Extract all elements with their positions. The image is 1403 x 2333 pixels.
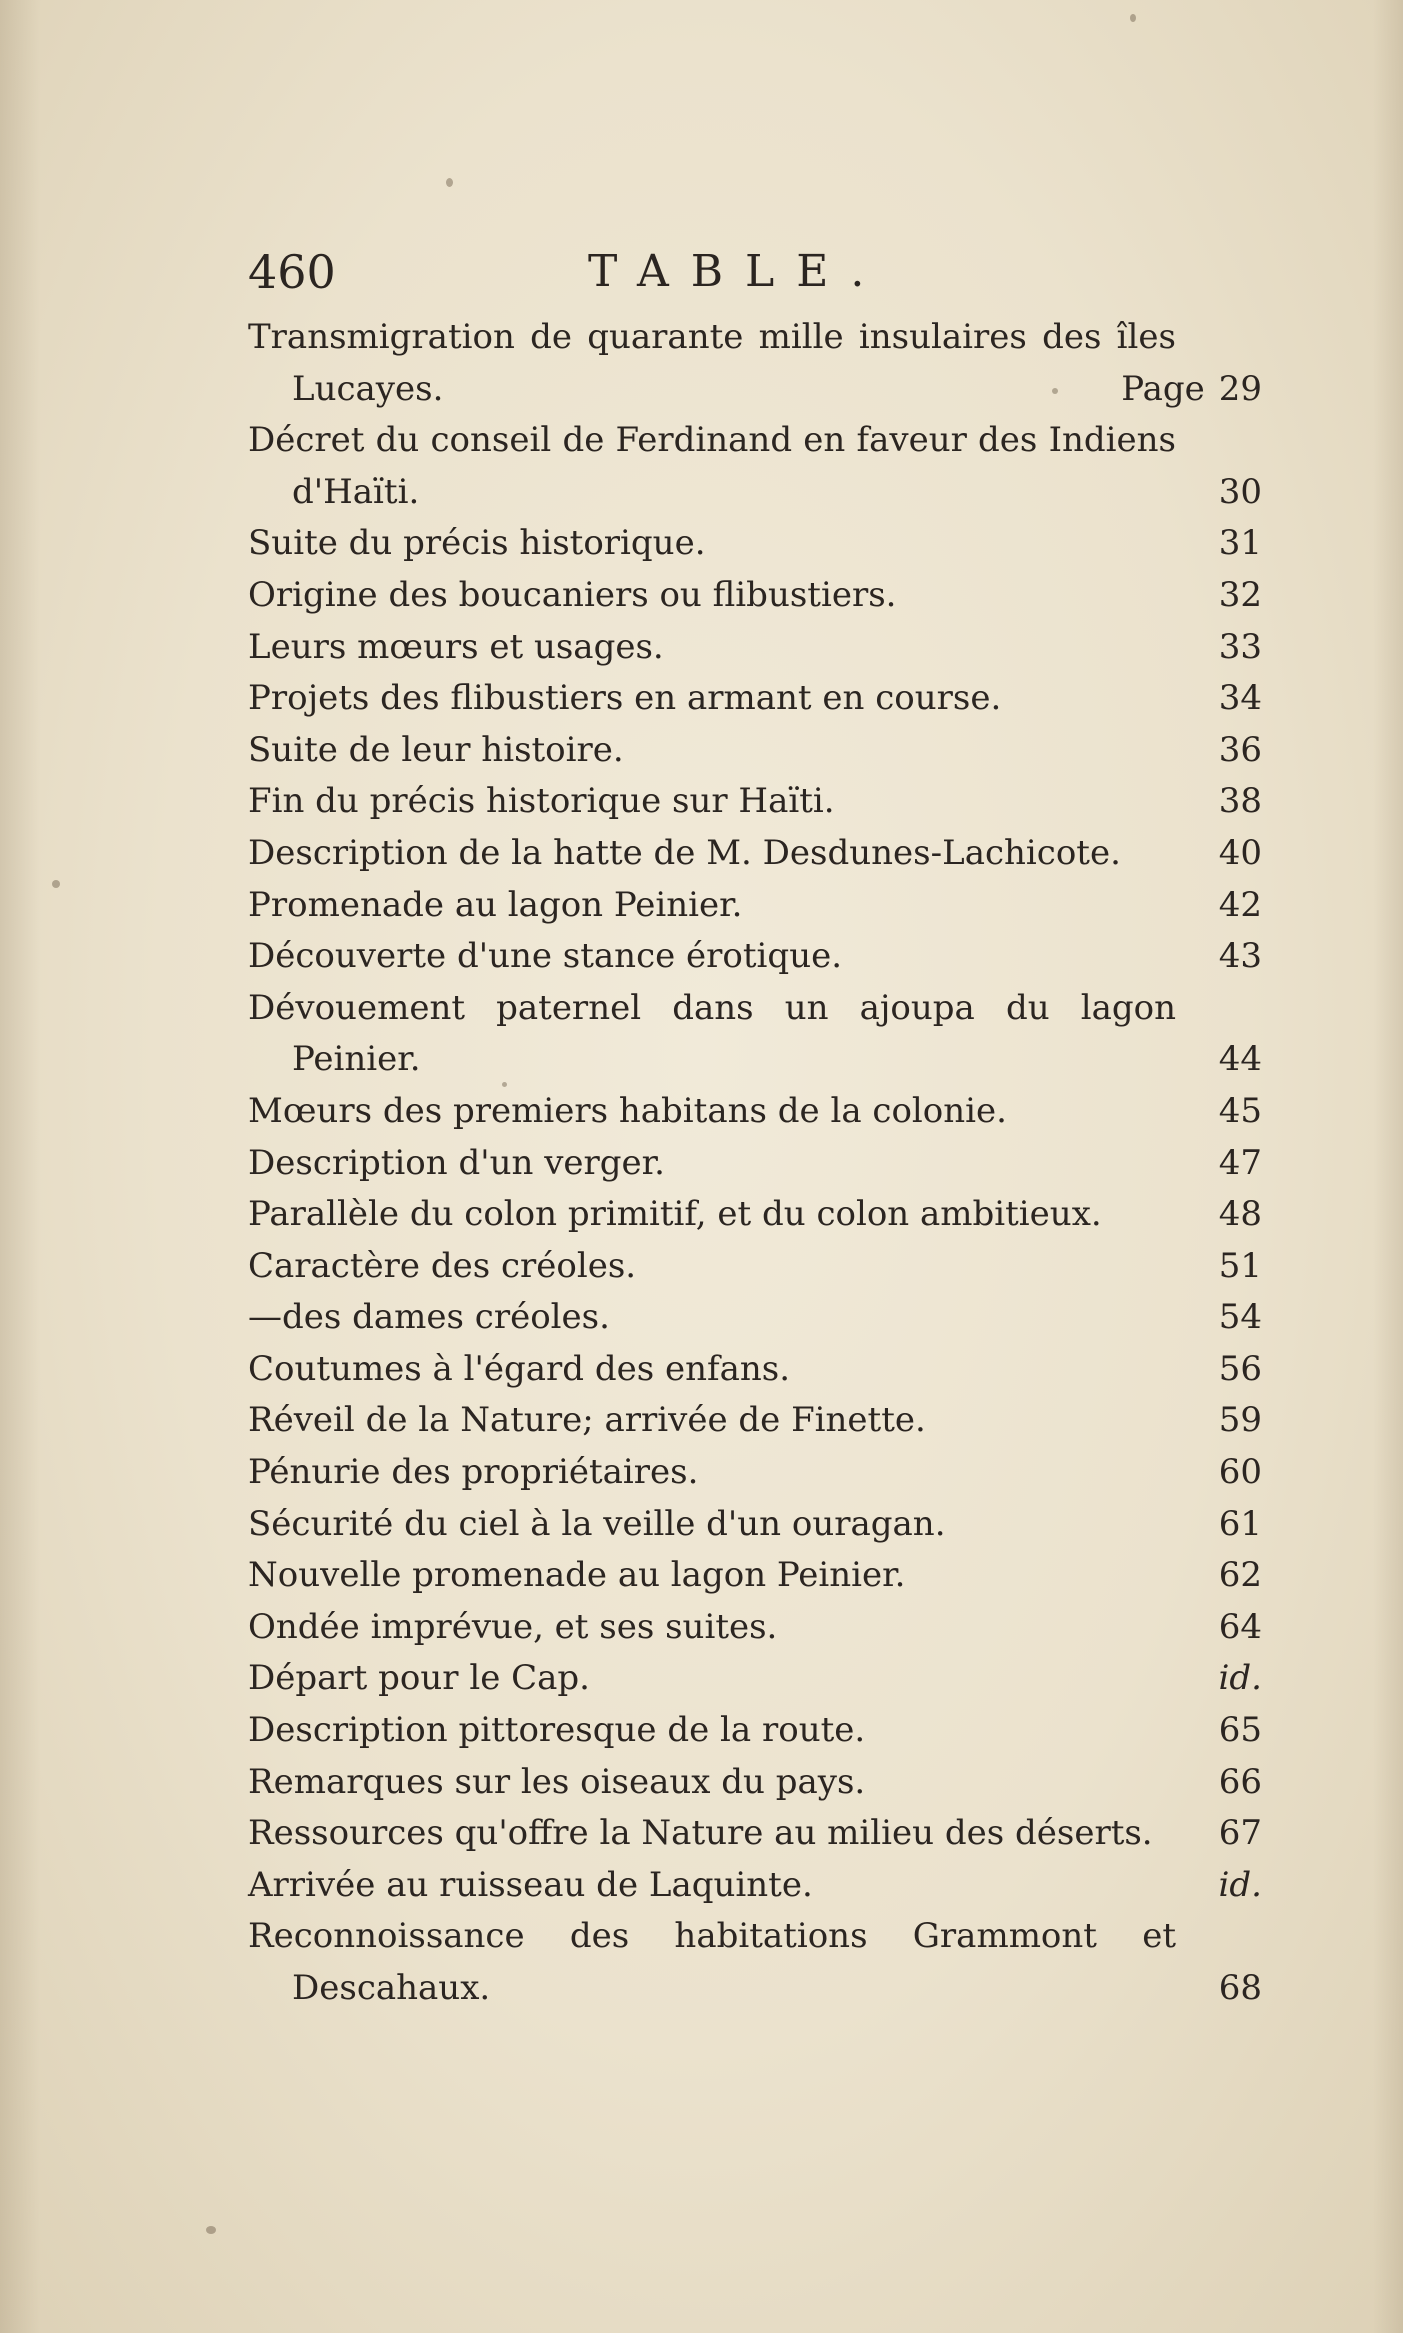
page-value: 29 [1218, 368, 1262, 409]
toc-entry [248, 622, 1262, 674]
toc-entry [248, 1550, 1262, 1602]
toc-entry [248, 828, 1262, 880]
page-value: 47 [1218, 1142, 1262, 1183]
entry-title: Dévouement paternel dans un ajoupa du lagon Peinier. [248, 987, 1176, 1080]
entry-title: Ondée imprévue, et ses suites. [248, 1606, 778, 1647]
page-value: 43 [1218, 936, 1262, 977]
page-value: 48 [1218, 1194, 1262, 1235]
entry-title: Suite de leur histoire. [248, 729, 624, 770]
entry-page-number [1182, 1447, 1262, 1499]
toc-entry [248, 1241, 1262, 1293]
page-value: 36 [1218, 729, 1262, 770]
paper-speck [446, 178, 453, 187]
entry-page-number [1182, 1395, 1262, 1447]
entry-title: Nouvelle promenade au lagon Peinier. [248, 1555, 906, 1596]
entry-page-number [1182, 1757, 1262, 1809]
toc-entry [248, 673, 1262, 725]
entry-title: Arrivée au ruisseau de Laquinte. [248, 1864, 813, 1905]
page-value: 42 [1218, 884, 1262, 925]
entry-title: Décret du conseil de Ferdinand en faveur des Indiens d'Haïti. [248, 420, 1176, 512]
entry-page-number [1182, 1499, 1262, 1551]
entry-page-number [1182, 725, 1262, 777]
entry-page-number [1182, 1808, 1262, 1860]
toc-entry [248, 1138, 1262, 1190]
paper-speck [502, 1082, 507, 1087]
toc-entry [248, 983, 1262, 1086]
entry-page-number [1182, 776, 1262, 828]
entry-page-number [1182, 828, 1262, 880]
toc-entry [248, 1292, 1262, 1344]
entry-page-number [1182, 673, 1262, 725]
page-value: 32 [1218, 574, 1262, 615]
entry-title: Parallèle du colon primitif, et du colon ambitieux. [248, 1194, 1102, 1235]
entry-title: —des dames créoles. [248, 1297, 610, 1338]
page-value: 33 [1218, 626, 1262, 667]
page-value: 54 [1218, 1297, 1262, 1338]
page-value: 30 [1218, 471, 1262, 512]
toc-entry [248, 1860, 1262, 1912]
page-value: 66 [1218, 1761, 1262, 1802]
entry-page-number [1182, 1602, 1262, 1654]
entry-title: Transmigration de quarante mille insulaires des îles Lucayes. [248, 317, 1176, 409]
entry-page-number [1182, 1653, 1262, 1705]
entry-title: Fin du précis historique sur Haïti. [248, 781, 835, 822]
entry-title: Leurs mœurs et usages. [248, 626, 664, 667]
toc-entry [248, 725, 1262, 777]
toc-entry [248, 1808, 1262, 1860]
entry-page-number [1182, 1241, 1262, 1293]
entry-page-number [1182, 1086, 1262, 1138]
page-value: id. [1218, 1864, 1262, 1905]
toc-entry [248, 415, 1262, 518]
page-value: 65 [1218, 1710, 1262, 1751]
toc-entry [248, 1344, 1262, 1396]
toc-entry [248, 1189, 1262, 1241]
toc-entry [248, 1757, 1262, 1809]
entry-page-number [1182, 1705, 1262, 1757]
page-value: 64 [1218, 1606, 1262, 1647]
entry-page-number [1182, 518, 1262, 570]
toc-entry [248, 312, 1262, 415]
toc-entry [248, 880, 1262, 932]
entry-title: Description de la hatte de M. Desdunes-Lachicote. [248, 832, 1121, 873]
toc-entry [248, 1499, 1262, 1551]
entry-page-number [1182, 622, 1262, 674]
entry-title: Découverte d'une stance érotique. [248, 936, 843, 977]
entry-page-number [1182, 880, 1262, 932]
entry-title: Départ pour le Cap. [248, 1658, 590, 1699]
entry-page-number [1182, 570, 1262, 622]
toc-entry [248, 776, 1262, 828]
toc-entry [248, 518, 1262, 570]
page-value: 68 [1218, 1968, 1262, 2008]
page-value: 38 [1218, 781, 1262, 822]
page-value: 40 [1218, 832, 1262, 873]
entry-page-number [1182, 1138, 1262, 1190]
page-value: 34 [1218, 678, 1262, 719]
entry-title: Suite du précis historique. [248, 523, 706, 564]
entry-title: Sécurité du ciel à la veille d'un ouragan. [248, 1503, 946, 1544]
page-value: 67 [1218, 1813, 1262, 1854]
page-header [248, 244, 1268, 300]
page-value: 61 [1218, 1503, 1262, 1544]
entry-title: Origine des boucaniers ou flibustiers. [248, 574, 897, 615]
page-value: 59 [1218, 1400, 1262, 1441]
entry-title: Reconnoissance des habitations Grammont et Descahaux. [248, 1916, 1176, 2008]
entry-page-number [1182, 1292, 1262, 1344]
toc-entry [248, 1705, 1262, 1757]
entry-page-number [1062, 364, 1262, 416]
entry-title: Coutumes à l'égard des enfans. [248, 1348, 791, 1389]
entry-title: Projets des flibustiers en armant en course. [248, 678, 1002, 719]
page-value: 31 [1218, 523, 1262, 564]
entry-page-number [1182, 1344, 1262, 1396]
entry-page-number [1182, 1034, 1262, 1086]
entry-title: Réveil de la Nature; arrivée de Finette. [248, 1400, 926, 1441]
paper-speck [1130, 14, 1136, 22]
paper-speck [52, 880, 60, 888]
paper-speck [1052, 388, 1058, 394]
toc-entry [248, 1911, 1262, 2014]
page-number: 460 [248, 245, 336, 299]
page-value: 56 [1218, 1348, 1262, 1389]
entry-title: Caractère des créoles. [248, 1245, 637, 1286]
entry-page-number [1182, 1963, 1262, 2015]
page-value: id. [1218, 1658, 1262, 1699]
toc-entry [248, 570, 1262, 622]
page-value: 60 [1218, 1452, 1262, 1493]
page-value: 45 [1218, 1090, 1262, 1131]
entry-page-number [1182, 1189, 1262, 1241]
entry-title: Promenade au lagon Peinier. [248, 884, 743, 925]
page-label: Page [1121, 368, 1205, 409]
running-title: TABLE. [588, 246, 887, 297]
entry-title: Pénurie des propriétaires. [248, 1452, 699, 1493]
toc-entry [248, 1447, 1262, 1499]
page-value: 51 [1218, 1245, 1262, 1286]
page-value: 44 [1218, 1039, 1262, 1080]
toc-entry [248, 1086, 1262, 1138]
toc-entry [248, 931, 1262, 983]
entry-title: Remarques sur les oiseaux du pays. [248, 1761, 866, 1802]
entry-page-number [1182, 467, 1262, 519]
toc-entry [248, 1653, 1262, 1705]
entry-title: Ressources qu'offre la Nature au milieu des déserts. [248, 1813, 1153, 1854]
page-value: 62 [1218, 1555, 1262, 1596]
entry-page-number [1182, 931, 1262, 983]
entry-title: Description d'un verger. [248, 1142, 665, 1183]
entry-page-number [1182, 1860, 1262, 1912]
entry-page-number [1182, 1550, 1262, 1602]
toc-entry [248, 1395, 1262, 1447]
toc-entry [248, 1602, 1262, 1654]
entry-title: Mœurs des premiers habitans de la colonie. [248, 1090, 1007, 1131]
entry-title: Description pittoresque de la route. [248, 1710, 866, 1751]
table-of-contents [248, 312, 1262, 2015]
paper-speck [206, 2226, 216, 2234]
